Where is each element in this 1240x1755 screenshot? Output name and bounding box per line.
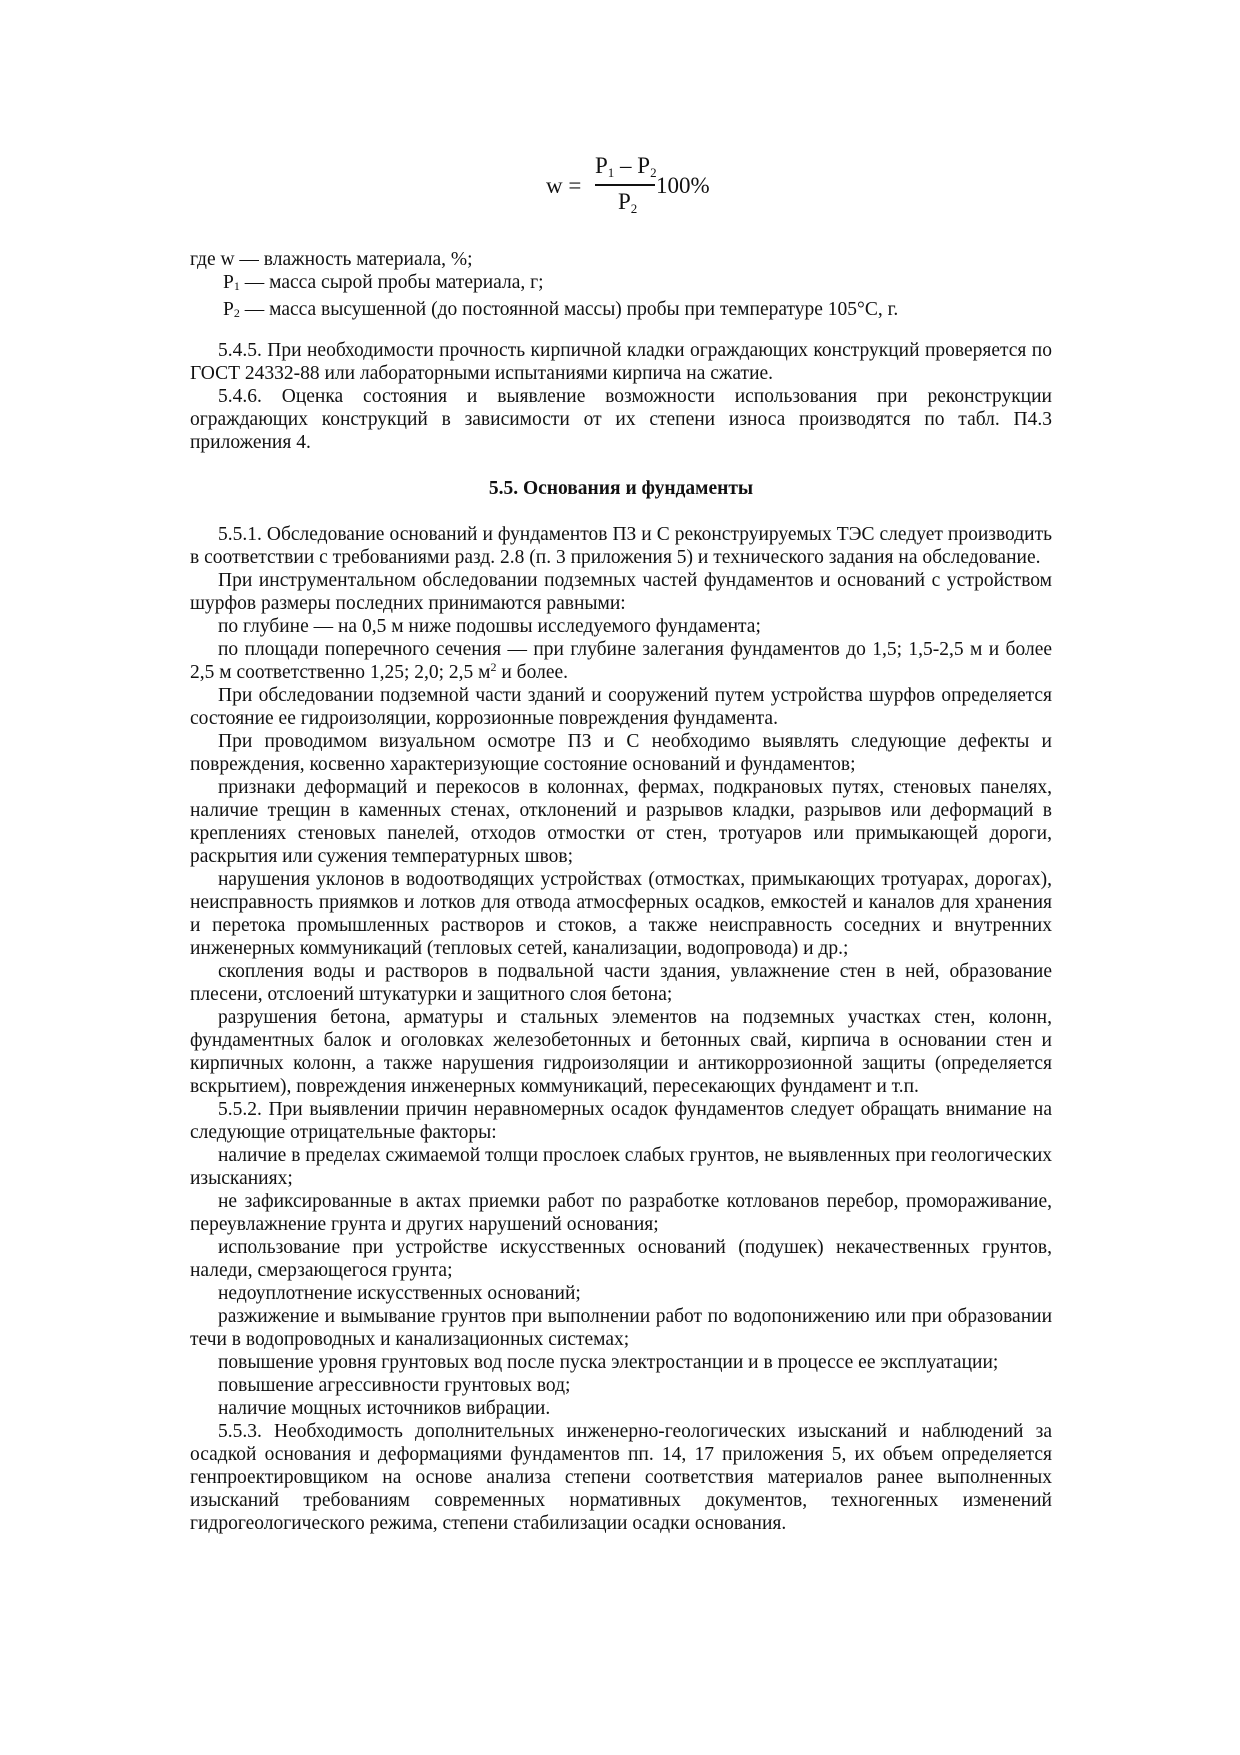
fraction-bar — [595, 184, 655, 186]
paragraph: повышение агрессивности грунтовых вод; — [218, 1375, 571, 1396]
legend-p2: $P_2$ — масса высушенной (до постоянной массы) пробы при температуре 105°С, г. — [223, 299, 899, 320]
section-5-5-text — [190, 523, 1052, 1535]
formula-denominator: $P_2$ — [618, 189, 638, 216]
formula-lhs: w = — [546, 173, 582, 198]
paragraph: 5.4.5. При необходимости прочность кирпичной кладки ограждающих конструкций проверяется по ГОСТ 24332-88 или лабораторными испытаниями кирпича на сжатие. — [190, 340, 1052, 384]
paragraph: не зафиксированные в актах приемки работ по разработке котлованов перебор, промораживание, переувлажнение грунта и других нарушений основания; — [190, 1191, 1052, 1235]
moisture-formula — [546, 154, 746, 224]
paragraph: скопления воды и растворов в подвальной части здания, увлажнение стен в ней, образование плесени, отслоений штукатурки и защитного слоя бетона; — [190, 961, 1052, 1005]
section-5-4-text — [190, 339, 1052, 454]
paragraph: При инструментальном обследовании подземных частей фундаментов и оснований с устройством шурфов размеры последних принимаются равными: — [190, 570, 1052, 614]
paragraph: наличие в пределах сжимаемой толщи прослоек слабых грунтов, не выявленных при геологических изысканиях; — [190, 1145, 1052, 1189]
paragraph-area: по площади поперечного сечения — при глубине залегания фундаментов до 1,5; 1,5-2,5 м и более 2,5 м соответственно 1,25; 2,0; 2,5 $м^2$ и более. — [190, 639, 1052, 683]
legend-p1: $P_1$ — масса сырой пробы материала, г; — [223, 272, 544, 293]
paragraph: 5.5.3. Необходимость дополнительных инженерно-геологических изысканий и наблюдений за осадкой основания и деформациями фундаментов пп. 14, 17 приложения 5, их объем определяется генпроектировщиком на основе анализа степени соответствия материалов ранее выполненных изысканий требованиям современных нормативных документов, техногенных изменений гидрогеологического режима, степени стабилизации осадки основания. — [190, 1421, 1052, 1534]
legend-w: где w — влажность материала, %; — [190, 249, 473, 270]
paragraph: разжижение и вымывание грунтов при выполнении работ по водопонижению или при образовании течи в водопроводных и канализационных системах; — [190, 1306, 1052, 1350]
paragraph: наличие мощных источников вибрации. — [218, 1398, 551, 1419]
paragraph: При обследовании подземной части зданий и сооружений путем устройства шурфов определяется состояние ее гидроизоляции, коррозионные повреждения фундамента. — [190, 685, 1052, 729]
paragraph: 5.5.1. Обследование оснований и фундаментов ПЗ и С реконструируемых ТЭС следует производить в соответствии с требованиями разд. 2.8 (п. 3 приложения 5) и технического задания на обследование. — [190, 524, 1052, 568]
paragraph: недоуплотнение искусственных оснований; — [218, 1283, 581, 1304]
paragraph: разрушения бетона, арматуры и стальных элементов на подземных участках стен, колонн, фундаментных балок и оголовках железобетонных и бетонных свай, кирпича в основании стен и кирпичных колонн, а также нарушения гидроизоляции и антикоррозионной защиты (определяется вскрытием), повреждения инженерных коммуникаций, пересекающих фундамент и т.п. — [190, 1007, 1052, 1097]
formula-legend — [190, 248, 1050, 325]
paragraph: признаки деформаций и перекосов в колоннах, фермах, подкрановых путях, стеновых панелях, наличие трещин в каменных стенах, отклонений и разрывов кладки, разрывов или деформаций в креплениях стеновых панелей, отходов отмостки от стен, тротуаров или примыкающей дороги, раскрытия или сужения температурных швов; — [190, 777, 1052, 867]
paragraph: При проводимом визуальном осмотре ПЗ и С необходимо выявлять следующие дефекты и повреждения, косвенно характеризующие состояние оснований и фундаментов; — [190, 731, 1052, 775]
paragraph: по глубине — на 0,5 м ниже подошвы исследуемого фундамента; — [218, 616, 761, 637]
paragraph: 5.4.6. Оценка состояния и выявление возможности использования при реконструкции ограждающих конструкций в зависимости от их степени износа производятся по табл. П4.3 приложения 4. — [190, 386, 1052, 453]
section-heading: 5.5. Основания и фундаменты — [488, 478, 754, 499]
paragraph: использование при устройстве искусственных оснований (подушек) некачественных грунтов, наледи, смерзающегося грунта; — [190, 1237, 1052, 1281]
paragraph: нарушения уклонов в водоотводящих устройствах (отмостках, примыкающих тротуарах, дорогах), неисправность приямков и лотков для отвода атмосферных осадков, емкостей и каналов для хранения и перетока промышленных растворов и стоков, а также неисправность соседних и внутренних инженерных коммуникаций (тепловых сетей, канализации, водопровода) и др.; — [190, 869, 1052, 959]
formula-multiplier: 100% — [656, 173, 710, 198]
formula-numerator: $P_1 - P_2$ — [595, 153, 657, 180]
paragraph: повышение уровня грунтовых вод после пуска электростанции и в процессе ее эксплуатации; — [218, 1352, 999, 1373]
paragraph: 5.5.2. При выявлении причин неравномерных осадок фундаментов следует обращать внимание на следующие отрицательные факторы: — [190, 1099, 1052, 1143]
